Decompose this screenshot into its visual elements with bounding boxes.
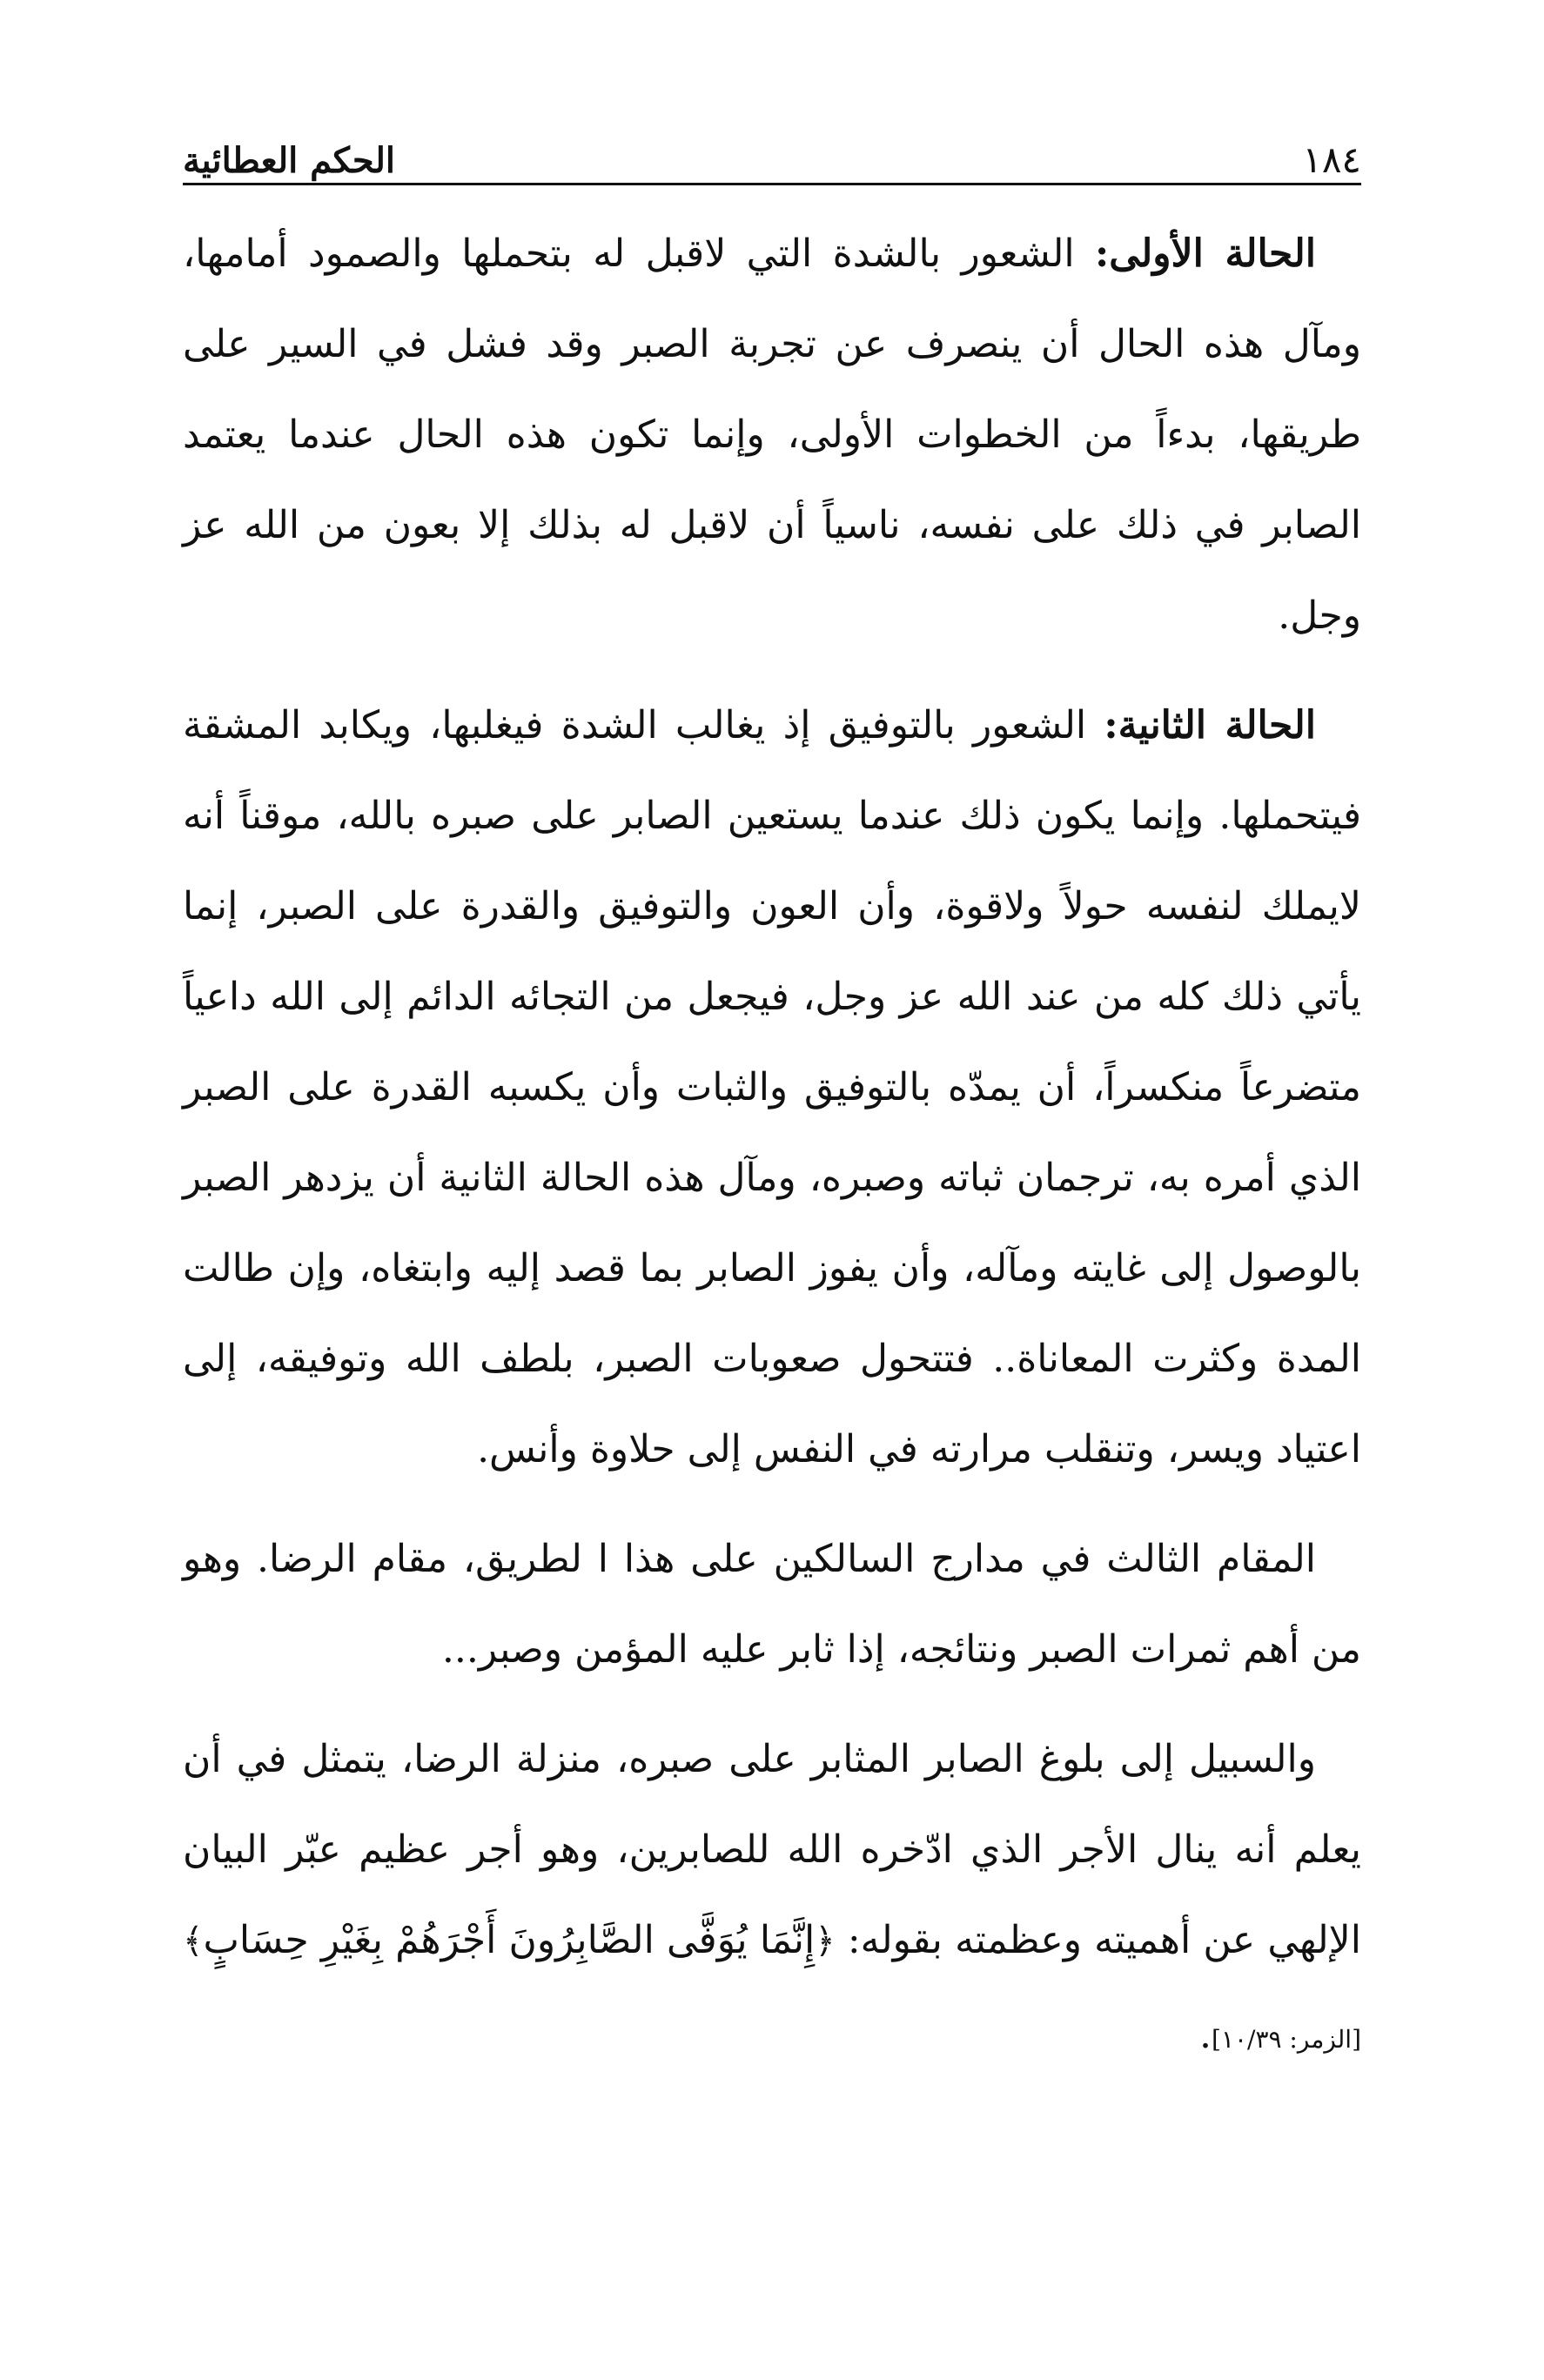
- paragraph-text: المقام الثالث في مدارج السالكين على هذا ا لطريق، مقام الرضا. وهو من أهم ثمرات الصبر ونتائجه، إذا ثابر عليه المؤمن وصبر...: [183, 1537, 1361, 1672]
- paragraph-first-state: [183, 209, 1361, 661]
- paragraph-end: .: [1199, 2013, 1212, 2057]
- paragraph-text: والسبيل إلى بلوغ الصابر المثابر على صبره، منزلة الرضا، يتمثل في أن يعلم أنه ينال الأجر الذي ادّخره الله للصابرين، وهو أجر عظيم عبّر البيان الإلهي عن أهميته وعظمته بقوله:: [183, 1737, 1361, 1962]
- quran-bracket-open: ﴿: [815, 1921, 836, 1961]
- book-title: الحكم العطائية: [183, 140, 396, 181]
- paragraph-text: الشعور بالشدة التي لاقبل له بتحملها والصمود أمامها، ومآل هذه الحال أن ينصرف عن تجربة الصبر وقد فشل في السير على طريقها، بدءاً من الخطوات الأولى، وإنما تكون هذه الحال عندما يعتمد الصابر في ذلك على نفسه، ناسياً أن لاقبل له بذلك إلا بعون من الله عز وجل.: [183, 231, 1361, 638]
- paragraph-text: الشعور بالتوفيق إذ يغالب الشدة فيغلبها، ويكابد المشقة فيتحملها. وإنما يكون ذلك عندما يستعين الصابر على صبره بالله، موقناً أنه لايملك لنفسه حولاً ولاقوة، وأن العون والتوفيق والقدرة على الصبر، إنما يأتي ذلك كله من عند الله عز وجل، فيجعل من التجائه الدائم إلى الله داعياً متضرعاً منكسراً، أن يمدّه بالتوفيق والثبات وأن يكسبه القدرة على الصبر الذي أمره به، ترجمان ثباته وصبره، ومآل هذه الحالة الثانية أن يزدهر الصبر بالوصول إلى غايته ومآله، وأن يفوز الصابر بما قصد إليه وابتغاه، وإن طالت المدة وكثرت المعاناة.. فتتحول صعوبات الصبر، بلطف الله وتوفيقه، إلى اعتياد ويسر، وتنقلب مرارته في النفس إلى حلاوة وأنس.: [183, 703, 1361, 1472]
- quran-bracket-close: ﴾: [183, 1921, 204, 1961]
- paragraph-path-to-contentment: [183, 1714, 1361, 2085]
- header-rule: [183, 183, 1361, 185]
- paragraph-lead: الحالة الأولى:: [1094, 231, 1316, 276]
- paragraph-third-station: [183, 1514, 1361, 1695]
- page-number: ١٨٤: [1302, 138, 1361, 181]
- quran-verse: إِنَّمَا يُوَفَّى الصَّابِرُونَ أَجْرَهُمْ بِغَيْرِ حِسَابٍ: [203, 1918, 816, 1962]
- paragraph-second-state: [183, 680, 1361, 1495]
- running-header: [183, 111, 1361, 181]
- body-text: [183, 209, 1361, 2104]
- verse-reference: [الزمر: ١٠/٣٩]: [1212, 2025, 1361, 2054]
- paragraph-lead: الحالة الثانية:: [1104, 703, 1316, 748]
